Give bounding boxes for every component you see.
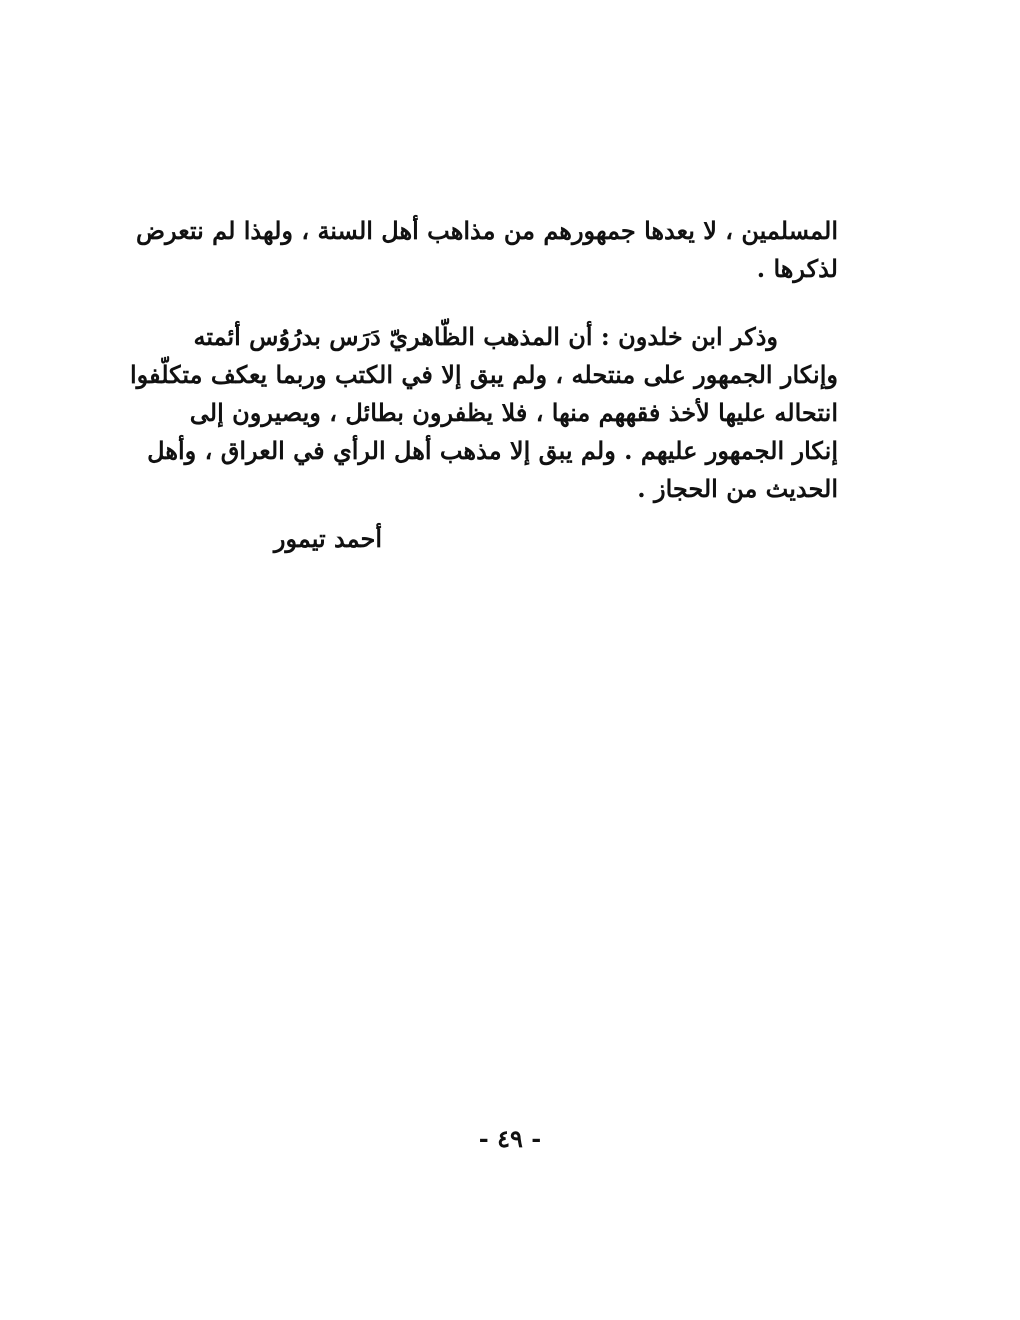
author-signature: أحمد تيمور bbox=[273, 524, 382, 553]
paragraph-2-line-2: وإنكار الجمهور على منتحله ، ولم يبق إلا في الكتب وربما يعكف متكلّفوا bbox=[129, 360, 838, 389]
paragraph-2-line-3: انتحاله عليها لأخذ فقههم منها ، فلا يظفرون بطائل ، ويصيرون إلى bbox=[189, 398, 838, 427]
page-number: - ٤٩ - bbox=[478, 1124, 542, 1153]
paragraph-1-line-1: المسلمين ، لا يعدها جمهورهم من مذاهب أهل السنة ، ولهذا لم نتعرض bbox=[136, 216, 838, 245]
paragraph-2-line-4: إنكار الجمهور عليهم . ولم يبق إلا مذهب أهل الرأي في العراق ، وأهل bbox=[147, 436, 838, 465]
paragraph-2-line-5: الحديث من الحجاز . bbox=[637, 474, 838, 503]
paragraph-2-line-1: وذكر ابن خلدون : أن المذهب الظّاهريّ دَرَس بدرُوُس أئمته bbox=[193, 322, 778, 351]
body-text bbox=[129, 212, 838, 508]
paragraph-gap bbox=[208, 288, 838, 318]
paragraph-1-line-2: لذكرها . bbox=[756, 254, 838, 283]
